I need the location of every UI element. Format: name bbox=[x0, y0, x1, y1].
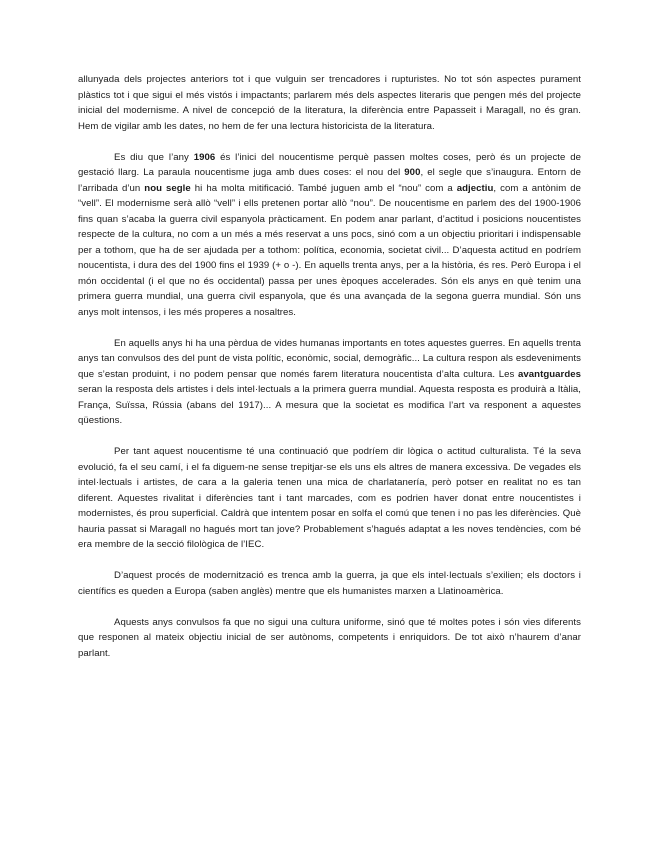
text-run: és l’inici del noucentisme perquè passen moltes coses, però és un projecte de gestació llarg. La paraula noucentisme juga amb dues coses: el nou del bbox=[78, 151, 581, 178]
paragraph-1 bbox=[78, 72, 581, 134]
bold-term: nou segle bbox=[144, 182, 191, 194]
text-run: En aquells anys hi ha una pèrdua de vides humanas importants en totes aquestes guerres. En aquells trenta anys tan convulsos des del punt de vista polític, econòmic, social, demogràfic... La cultura respon als esdeveniments que s’estan produint, i no podem pensar que només farem literatura noucentista d’alta cultura. Les bbox=[78, 337, 581, 380]
bold-term: 1906 bbox=[193, 151, 216, 163]
text-run: Es diu que l’any bbox=[114, 151, 194, 163]
paragraph-6 bbox=[78, 615, 581, 662]
text-run: D’aquest procés de modernització es trenca amb la guerra, ja que els intel·lectuals s’exilien; els doctors i científics es queden a Europa (saben anglès) mentre que els humanistes marxen a Llatinoamèrica. bbox=[78, 570, 581, 597]
document-body bbox=[78, 72, 581, 677]
paragraph-5 bbox=[78, 568, 581, 599]
bold-term: adjectiu bbox=[456, 182, 494, 194]
text-run: hi ha molta mitificació. També juguen amb el “nou” com a bbox=[190, 182, 457, 194]
paragraph-4 bbox=[78, 444, 581, 553]
text-run: Per tant aquest noucentisme té una continuació que podríem dir lògica o actitud culturalista. Té la seva evolució, fa el seu camí, i el fa diguem-ne sense trepitjar-se els uns els altres de manera excessiva. De vegades els intel·lectuals i artistes, de cara a la galeria tenen una mica de charlatanería, però potser en realitat no es tan diferent. Aquestes rivalitat i diferències tant i tant marcades, com es podrien haver donat entre noucentistes i modernistes, és prou superficial. Caldrà que intentem posar en solfa el comú que tenen i no pas les diferències. Què hauria passat si Maragall no hagués mort tan jove? Probablement s’hagués adaptat a les noves tendències, com bé era membre de la secció filològica de l’IEC. bbox=[78, 446, 581, 550]
text-run: seran la resposta dels artistes i dels intel·lectuals a la primera guerra mundial. Aquesta resposta es produirà a Itàlia, França, Suïssa, Rússia (abans del 1917)... A mesura que la societat es modifica l’art va responent a aquestes qüestions. bbox=[78, 384, 581, 426]
bold-term: 900 bbox=[404, 167, 421, 178]
paragraph-3 bbox=[78, 336, 581, 429]
text-run: Aquests anys convulsos fa que no sigui una cultura uniforme, sinó que té moltes potes i són vies diferents que responen al mateix objectiu inicial de ser autònoms, competents i enriquidors. De tot això n’haurem d’anar parlant. bbox=[78, 616, 581, 659]
bold-term: avantguardes bbox=[518, 368, 581, 380]
text-run: , com a antònim de “vell”. El modernisme serà allò “vell” i ells pretenen portar allò “nou”. De noucentisme en parlem des del 1900-1906 fins quan s’acaba la guerra civil espanyola pràcticament. En podem anar parlant, d’actitud i posicions noucentistes respecte de la cultura, no com a un més a més reservat a uns pocs, sinó com a un objectiu prioritari i indispensable per a tothom, que ha de ser ajudada per a tothom: política, economia, societat civil... D’aquesta actitud en podríem noucentista, i dura des del 1900 fins el 1939 (+ o -). En aquells trenta anys, per a la història, és res. Però Europa i el món occidental (i el que no és occidental) passa per unes èpoques accelerades. Són els anys en què tenim una primera guerra mundial, una guerra civil espanyola, que és una avançada de la segona guerra mundial. Són uns anys molt intensos, i les més properes a nosaltres. bbox=[78, 182, 582, 318]
text-run: , el segle que s’inaugura. Entorn de l’arribada d’un bbox=[78, 167, 581, 194]
text-run: allunyada dels projectes anteriors tot i que vulguin ser trencadores i rupturistes. No tot són aspectes purament plàstics tot i que sigui el més vistós i impactants; parlarem més dels aspectes literaris que pengen més del projecte inicial del modernisme. A nivel de concepció de la literatura, la diferència entre Papasseit i Maragall, no és gran. Hem de vigilar amb les dates, no hem de fer una lectura historicista de la literatura. bbox=[78, 74, 581, 132]
paragraph-2 bbox=[78, 150, 581, 321]
